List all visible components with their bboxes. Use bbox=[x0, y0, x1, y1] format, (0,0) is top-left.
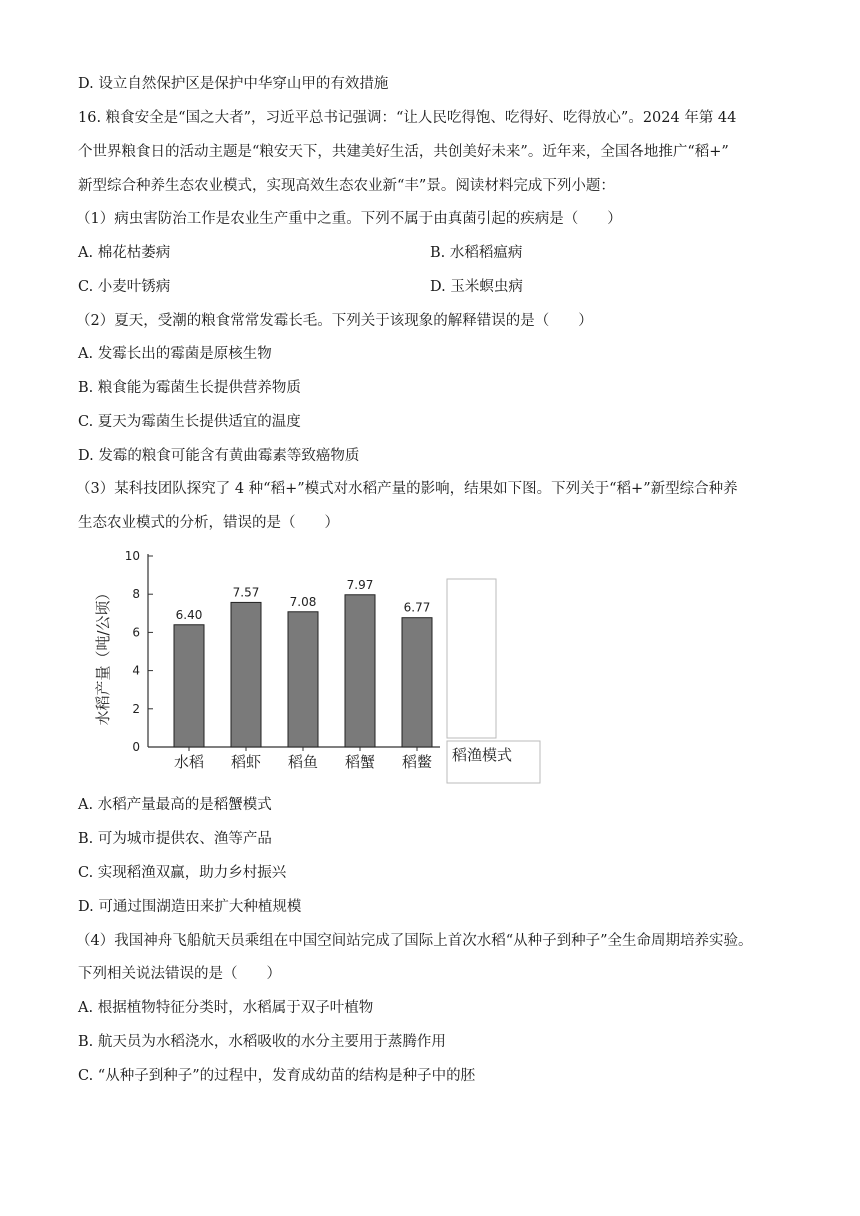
x-title-frame-upper bbox=[447, 579, 496, 738]
subq1-option-b: B. 水稻稻瘟病 bbox=[430, 245, 523, 261]
subq3-stem-line-2: 生态农业模式的分析，错误的是（ ） bbox=[78, 515, 339, 531]
bar-value-label: 6.40 bbox=[175, 607, 203, 622]
bar-value-label: 7.57 bbox=[232, 585, 260, 600]
rice-yield-bar-chart bbox=[88, 548, 548, 784]
subq3-option-d: D. 可通过围湖造田来扩大种植规模 bbox=[78, 899, 302, 915]
bar bbox=[288, 612, 318, 747]
x-tick-label: 稻鱼 bbox=[287, 753, 319, 771]
subq2-option-c: C. 夏天为霉菌生长提供适宜的温度 bbox=[78, 414, 301, 430]
bar bbox=[345, 595, 375, 747]
subq4-stem-line-1: （4）我国神舟飞船航天员乘组在中国空间站完成了国际上首次水稻“从种子到种子”全生命周期培养实验。 bbox=[76, 933, 753, 949]
subq1-option-a: A. 棉花枯萎病 bbox=[78, 245, 171, 261]
prev-option-d: D. 设立自然保护区是保护中华穿山甲的有效措施 bbox=[78, 76, 389, 92]
subq4-option-b: B. 航天员为水稻浇水，水稻吸收的水分主要用于蒸腾作用 bbox=[78, 1034, 446, 1050]
y-tick-label: 8 bbox=[132, 587, 140, 602]
q16-intro-line-2: 个世界粮食日的活动主题是“粮安天下，共建美好生活，共创美好未来”。近年来，全国各地推广“稻+” bbox=[78, 144, 729, 160]
subq1-option-d: D. 玉米螟虫病 bbox=[430, 279, 523, 295]
subq4-option-c: C. “从种子到种子”的过程中，发育成幼苗的结构是种子中的胚 bbox=[78, 1068, 476, 1084]
bar bbox=[231, 602, 261, 747]
subq1-stem: （1）病虫害防治工作是农业生产重中之重。下列不属于由真菌引起的疾病是（ ） bbox=[76, 211, 622, 227]
subq1-option-c: C. 小麦叶锈病 bbox=[78, 279, 171, 295]
q16-intro-line-3: 新型综合种养生态农业模式，实现高效生态农业新“丰”景。阅读材料完成下列小题： bbox=[78, 178, 615, 194]
bar bbox=[402, 618, 432, 747]
bar-value-label: 6.77 bbox=[403, 600, 431, 615]
y-tick-label: 10 bbox=[124, 549, 140, 563]
subq3-option-a: A. 水稻产量最高的是稻蟹模式 bbox=[78, 797, 272, 813]
subq3-stem-line-1: （3）某科技团队探究了 4 种“稻+”模式对水稻产量的影响，结果如下图。下列关于“稻+”新型综合种养 bbox=[76, 481, 738, 497]
x-axis-title: 稻渔模式 bbox=[452, 746, 513, 764]
subq4-stem-line-2: 下列相关说法错误的是（ ） bbox=[78, 966, 281, 982]
subq2-stem: （2）夏天，受潮的粮食常常发霉长毛。下列关于该现象的解释错误的是（ ） bbox=[76, 313, 593, 329]
x-tick-label: 水稻 bbox=[173, 753, 205, 771]
y-tick-label: 2 bbox=[132, 701, 140, 716]
y-tick-label: 6 bbox=[132, 625, 140, 640]
subq4-option-a: A. 根据植物特征分类时，水稻属于双子叶植物 bbox=[78, 1000, 374, 1016]
subq3-option-c: C. 实现稻渔双赢，助力乡村振兴 bbox=[78, 865, 287, 881]
bar bbox=[174, 625, 204, 747]
x-tick-label: 稻虾 bbox=[230, 753, 262, 771]
x-tick-label: 稻鳖 bbox=[401, 753, 433, 771]
x-tick-label: 稻蟹 bbox=[344, 753, 376, 771]
subq3-option-b: B. 可为城市提供农、渔等产品 bbox=[78, 831, 272, 847]
y-tick-label: 0 bbox=[132, 740, 140, 754]
subq2-option-b: B. 粮食能为霉菌生长提供营养物质 bbox=[78, 380, 301, 396]
subq2-option-d: D. 发霉的粮食可能含有黄曲霉素等致癌物质 bbox=[78, 448, 360, 464]
bar-value-label: 7.97 bbox=[346, 577, 374, 592]
subq2-option-a: A. 发霉长出的霉菌是原核生物 bbox=[78, 346, 272, 362]
q16-intro-line-1: 16. 粮食安全是“国之大者”，习近平总书记强调：“让人民吃得饱、吃得好、吃得放心”。2024 年第 44 bbox=[78, 110, 737, 126]
y-axis-title: 水稻产量（吨/公顷） bbox=[94, 585, 112, 726]
bar-value-label: 7.08 bbox=[289, 594, 317, 609]
y-tick-label: 4 bbox=[132, 663, 140, 678]
